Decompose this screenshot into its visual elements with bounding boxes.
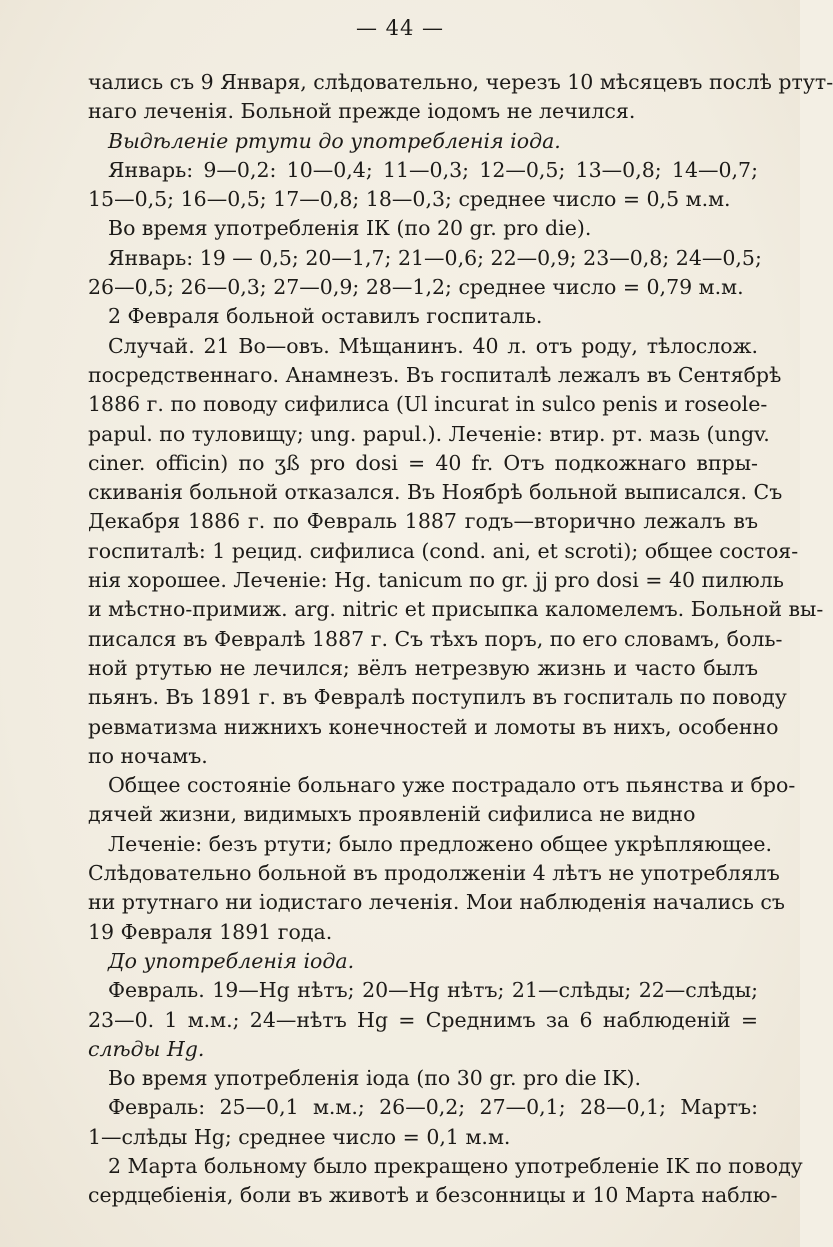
text-line: скиванія больной отказался. Въ Ноябрѣ больной выписался. Съ — [88, 480, 783, 505]
text-line: госпиталѣ: 1 рецид. сифилиса (cond. ani, et scroti); общее состоя- — [88, 538, 799, 563]
text-line: Январь: 9—0,2: 10—0,4; 11—0,3; 12—0,5; 13—0,8; 14—0,7; — [108, 157, 758, 182]
text-line: 2 Февраля больной оставилъ госпиталь. — [108, 304, 543, 329]
text-line: Слѣдовательно больной въ продолженіи 4 лѣтъ не употреблялъ — [88, 861, 780, 886]
text-line: Случай. 21 Во—овъ. Мѣщанинъ. 40 л. отъ роду, тѣлослож. — [108, 333, 758, 358]
text-line: ной ртутью не лечился; вёлъ нетрезвую жизнь и часто былъ — [88, 655, 758, 680]
text-line: 19 Февраля 1891 года. — [88, 919, 333, 944]
text-line: и мѣстно-примиж. arg. nitric et присыпка каломелемъ. Больной вы- — [88, 597, 824, 622]
text-line: ревматизма нижнихъ конечностей и ломоты въ нихъ, особенно — [88, 714, 779, 739]
text-line: нія хорошее. Леченіе: Hg. tanicum по gr. jj pro dosi = 40 пилюль — [88, 568, 784, 593]
body-text — [88, 68, 833, 1211]
text-line: papul. по туловищу; ung. papul.). Леченіе: втир. рт. мазь (ungv. — [88, 421, 770, 446]
text-line: 26—0,5; 26—0,3; 27—0,9; 28—1,2; среднее число = 0,79 м.м. — [88, 275, 744, 300]
text-line: Леченіе: безъ ртути; было предложено общее укрѣпляющее. — [108, 831, 773, 856]
text-line: сердцебіенія, боли въ животѣ и безсонницы и 10 Марта наблю- — [88, 1183, 778, 1208]
text-line: Февраль: 25—0,1 м.м.; 26—0,2; 27—0,1; 28—0,1; Мартъ: — [108, 1095, 758, 1120]
text-line: по ночамъ. — [88, 743, 208, 768]
text-line: слѣды Hg. — [88, 1036, 205, 1061]
page-number: — 44 — — [355, 16, 445, 40]
text-line: Январь: 19 — 0,5; 20—1,7; 21—0,6; 22—0,9; 23—0,8; 24—0,5; — [108, 245, 762, 270]
text-line: 23—0. 1 м.м.; 24—нѣтъ Hg = Среднимъ за 6 наблюденій = — [88, 1007, 758, 1032]
text-line: Выдѣленіе ртути до употребленія іода. — [108, 128, 561, 153]
text-line: До употребленія іода. — [108, 948, 355, 973]
text-line: 1886 г. по поводу сифилиса (Ul incurat in sulco penis и roseole- — [88, 392, 768, 417]
text-line: ciner. officin) по ʒß pro dosi = 40 fr. Отъ подкожнаго впры- — [88, 450, 758, 475]
text-line: Декабря 1886 г. по Февраль 1887 годъ—вторично лежалъ въ — [88, 509, 758, 534]
text-line: дячей жизни, видимыхъ проявленій сифилиса не видно — [88, 802, 696, 827]
text-line: 2 Марта больному было прекращено употребленіе IK по поводу — [108, 1153, 803, 1178]
text-line: Во время употребленія іода (по 30 gr. pro die IK). — [108, 1066, 642, 1091]
text-line: чались съ 9 Января, слѣдовательно, черезъ 10 мѣсяцевъ послѣ ртут- — [88, 70, 833, 94]
text-line: Февраль. 19—Hg нѣтъ; 20—Hg нѣтъ; 21—слѣды; 22—слѣды; — [108, 978, 758, 1003]
text-line: Во время употребленія ІК (по 20 gr. pro die). — [108, 216, 592, 241]
text-line: пьянъ. Въ 1891 г. въ Февралѣ поступилъ въ госпиталь по поводу — [88, 685, 787, 710]
text-line: ни ртутнаго ни іодистаго леченія. Мои наблюденія начались съ — [88, 890, 785, 915]
text-line: посредственнаго. Анамнезъ. Въ госпиталѣ лежалъ въ Сентябрѣ — [88, 362, 782, 387]
text-line: 1—слѣды Hg; среднее число = 0,1 м.м. — [88, 1124, 511, 1149]
text-line: писался въ Февралѣ 1887 г. Съ тѣхъ поръ, по его словамъ, боль- — [88, 626, 783, 651]
text-line: 15—0,5; 16—0,5; 17—0,8; 18—0,3; среднее число = 0,5 м.м. — [88, 187, 731, 212]
text-line: наго леченія. Больной прежде іодомъ не лечился. — [88, 99, 636, 124]
text-line: Общее состояніе больнаго уже пострадало отъ пьянства и бро- — [108, 773, 796, 798]
